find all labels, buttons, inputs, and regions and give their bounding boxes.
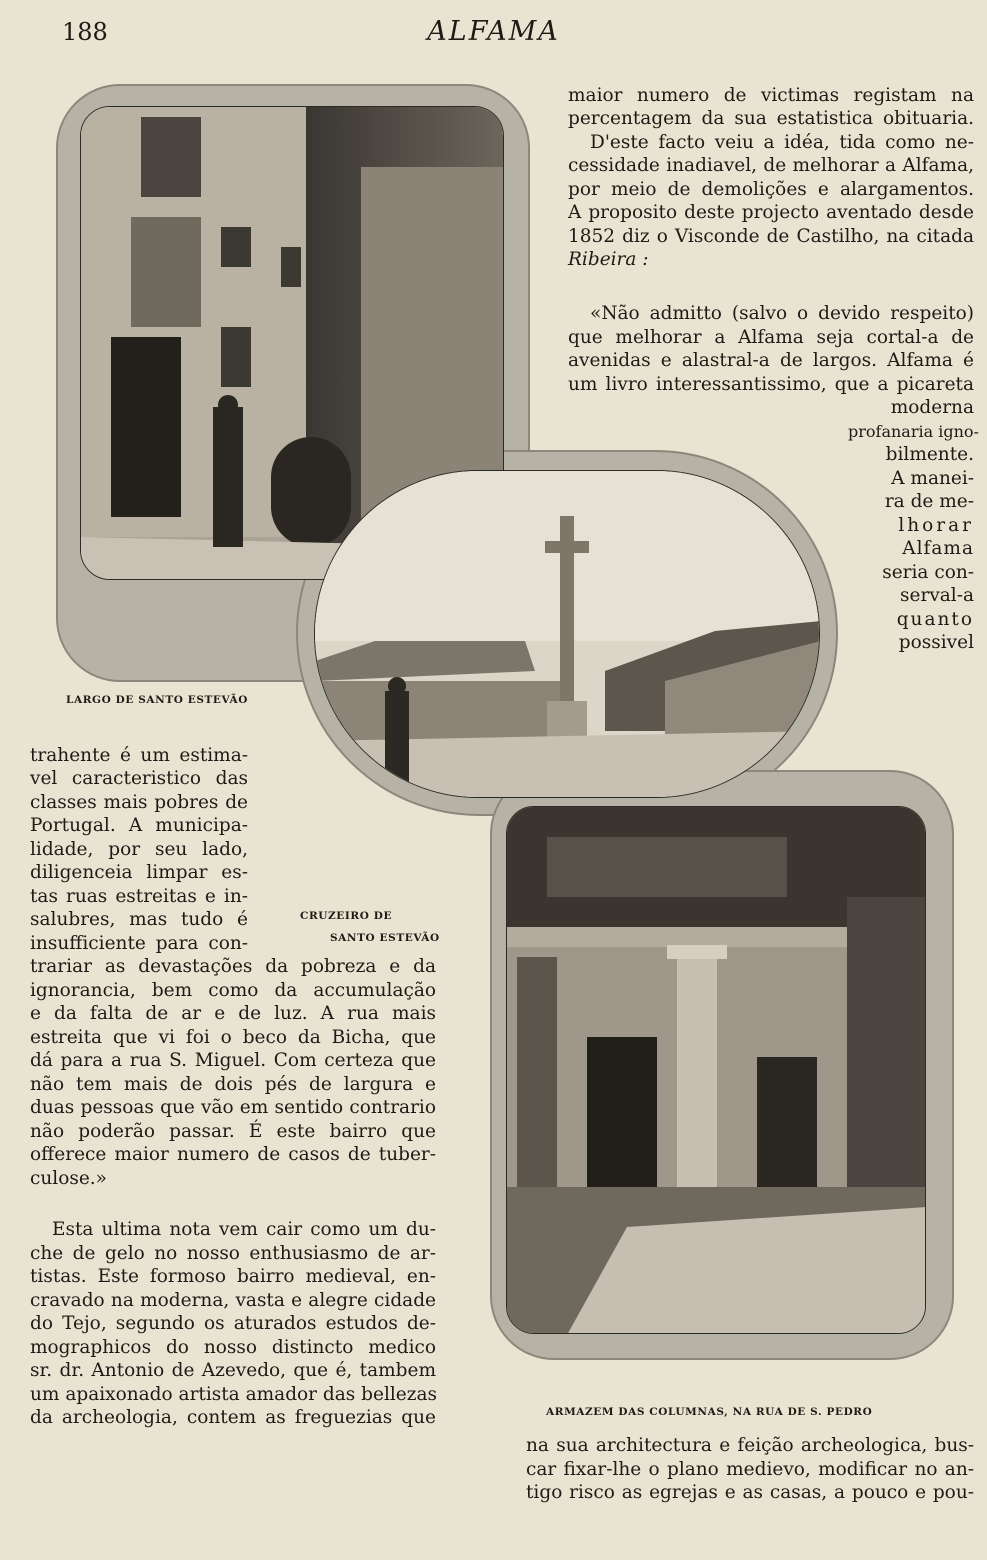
text-line: serval-a	[900, 585, 974, 606]
caption-cruzeiro-line2: SANTO ESTEVÃO	[330, 932, 440, 944]
text-line: insufficiente para con-	[30, 933, 248, 954]
text-line: dá para a rua S. Miguel. Com certeza que	[30, 1050, 436, 1071]
text-line: um livro interessantissimo, que a picareta	[568, 374, 974, 395]
text-line: do Tejo, segundo os aturados estudos de-	[30, 1313, 436, 1334]
photo-armazem-das-columnas	[506, 806, 926, 1334]
text-line: Alfama	[902, 538, 974, 559]
text-line: tas ruas estreitas e in-	[30, 886, 248, 907]
text-line: quanto	[896, 609, 974, 630]
text-line: seria con-	[882, 562, 974, 583]
text-line: mographicos do nosso distincto medico	[30, 1337, 436, 1358]
text-line: che de gelo no nosso enthusiasmo de ar-	[30, 1243, 436, 1264]
text-line: cravado na moderna, vasta e alegre cidade	[30, 1290, 436, 1311]
text-line: tistas. Este formoso bairro medieval, en-	[30, 1266, 436, 1287]
text-line: profanaria igno-	[848, 422, 979, 441]
text-line: diligenceia limpar es-	[30, 862, 248, 883]
text-line: possivel	[898, 632, 974, 653]
text-line: cessidade inadiavel, de melhorar a Alfama,	[568, 155, 974, 176]
text-line: por meio de demolições e alargamentos.	[568, 179, 974, 200]
text-line: que melhorar a Alfama seja cortal-a de	[568, 327, 974, 348]
text-line: percentagem da sua estatistica obituaria.	[568, 108, 974, 129]
text-line: vel caracteristico das	[30, 768, 248, 789]
text-line: duas pessoas que vão em sentido contrario	[30, 1097, 436, 1118]
text-line: trahente é um estima-	[30, 745, 248, 766]
text-line: na sua architectura e feição archeologica, bus-	[526, 1435, 974, 1456]
text-line: estreita que vi foi o beco da Bicha, que	[30, 1027, 436, 1048]
text-line: Ribeira :	[568, 249, 649, 270]
running-title: ALFAMA	[427, 16, 560, 47]
text-line: trariar as devastações da pobreza e da	[30, 956, 436, 977]
text-line: car fixar-lhe o plano medievo, modificar no an-	[526, 1459, 974, 1480]
text-line: maior numero de victimas registam na	[568, 85, 974, 106]
photo-cruzeiro-de-santo-estevao	[314, 470, 820, 798]
text-line: Portugal. A municipa-	[30, 815, 248, 836]
text-line: tigo risco as egrejas e as casas, a pouco e pou-	[526, 1482, 974, 1503]
text-line: lhorar	[898, 515, 974, 536]
text-line: um apaixonado artista amador das bellezas	[30, 1384, 437, 1405]
text-line: sr. dr. Antonio de Azevedo, que é, tambem	[30, 1360, 436, 1381]
text-line: Esta ultima nota vem cair como um du-	[52, 1219, 436, 1240]
caption-armazem: ARMAZEM DAS COLUMNAS, NA RUA DE S. PEDRO	[546, 1406, 873, 1418]
text-line: salubres, mas tudo é	[30, 909, 248, 930]
text-line: classes mais pobres de	[30, 792, 248, 813]
text-line: offerece maior numero de casos de tuber-	[30, 1144, 436, 1165]
page-number: 188	[62, 18, 108, 46]
text-line: «Não admitto (salvo o devido respeito)	[590, 303, 974, 324]
text-line: não poderão passar. É este bairro que	[30, 1121, 436, 1142]
text-line: avenidas e alastral-a de largos. Alfama é	[568, 350, 974, 371]
text-line: moderna	[890, 397, 974, 418]
text-line: A manei-	[891, 468, 974, 489]
caption-largo: LARGO DE SANTO ESTEVÃO	[66, 694, 248, 706]
text-line: A proposito deste projecto aventado desde	[568, 202, 974, 223]
text-line: e da falta de ar e de luz. A rua mais	[30, 1003, 436, 1024]
text-line: 1852 diz o Visconde de Castilho, na citada	[568, 226, 974, 247]
text-line: ra de me-	[884, 491, 974, 512]
text-line: lidade, por seu lado,	[30, 839, 248, 860]
text-line: da archeologia, contem as freguezias que	[30, 1407, 436, 1428]
text-line: não tem mais de dois pés de largura e	[30, 1074, 436, 1095]
text-line: D'este facto veiu a idéa, tida como ne-	[590, 132, 974, 153]
caption-cruzeiro-line1: CRUZEIRO DE	[300, 910, 393, 922]
text-line: bilmente.	[885, 444, 974, 465]
text-line: culose.»	[30, 1168, 107, 1189]
text-line: ignorancia, bem como da accumulação	[30, 980, 436, 1001]
